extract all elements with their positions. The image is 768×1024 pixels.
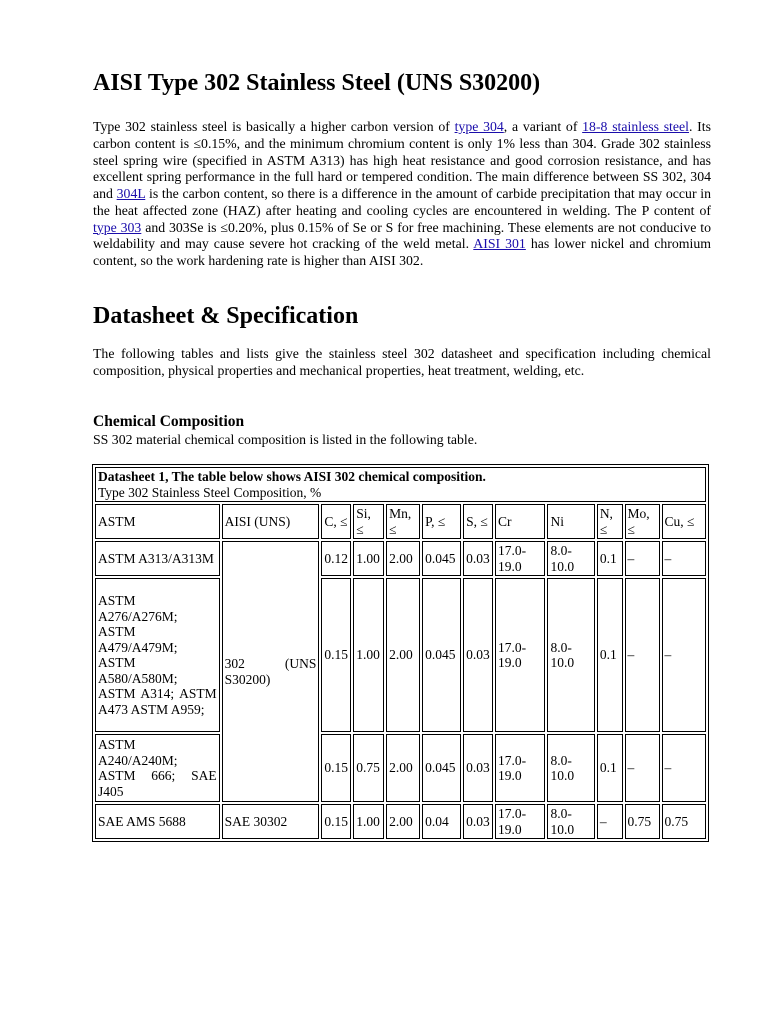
cell-n: 0.1 — [597, 734, 623, 802]
cell-s: 0.03 — [463, 541, 493, 576]
cell-cu: – — [662, 578, 706, 732]
cell-astm: ASTM A240/A240M; ASTM 666; SAE J405 — [95, 734, 220, 802]
cell-ni: 8.0-10.0 — [547, 734, 594, 802]
cell-n: 0.1 — [597, 541, 623, 576]
header-aisi: AISI (UNS) — [222, 504, 320, 539]
cell-p: 0.04 — [422, 804, 461, 839]
table-row — [95, 734, 706, 802]
cell-aisi: SAE 30302 — [222, 804, 320, 839]
intro-text-6: has lower nickel and chromium content, so the work hardening rate is higher than AISI 302. — [93, 236, 711, 268]
header-p: P, ≤ — [422, 504, 461, 539]
table-caption-title: Datasheet 1, The table below shows AISI 302 chemical composition. — [98, 469, 486, 484]
cell-c: 0.15 — [321, 734, 351, 802]
cell-mn: 2.00 — [386, 804, 420, 839]
intro-text-5: and 303Se is ≤0.20%, plus 0.15% of Se or S for free machining. These elements are not conducive to weldability and may cause severe hot cracking of the weld metal. — [93, 219, 711, 252]
cell-c: 0.12 — [321, 541, 351, 576]
cell-mo: – — [625, 578, 660, 732]
cell-astm: ASTM A276/A276M; ASTM A479/A479M; ASTM A580/A580M; ASTM A314; ASTM A473 ASTM A959; — [95, 578, 220, 732]
cell-ni: 8.0-10.0 — [547, 804, 594, 839]
cell-si: 0.75 — [353, 734, 384, 802]
table-caption — [95, 467, 706, 502]
cell-s: 0.03 — [463, 734, 493, 802]
table-row — [95, 541, 706, 576]
cell-cu: 0.75 — [662, 804, 706, 839]
header-n: N, ≤ — [597, 504, 623, 539]
header-cu: Cu, ≤ — [662, 504, 706, 539]
intro-text-2: , a variant of — [503, 119, 583, 134]
cell-cu: – — [662, 734, 706, 802]
intro-text-3: . Its carbon content is ≤0.15%, and the minimum chromium content is only 1% less than 304. Grade 302 stainless steel spring wire (specified in ASTM A313) has high heat resistance and good corrosion resistance, and has excellent spring performance in the full hard or tempered condition. The main difference between SS 302, 304 and — [93, 119, 711, 201]
table-caption-subtitle: Type 302 Stainless Steel Composition, % — [98, 484, 322, 500]
cell-s: 0.03 — [463, 804, 493, 839]
cell-cr: 17.0-19.0 — [495, 578, 545, 732]
cell-cr: 17.0-19.0 — [495, 804, 545, 839]
cell-s: 0.03 — [463, 578, 493, 732]
subsection-paragraph: SS 302 material chemical composition is listed in the following table. — [93, 432, 478, 447]
cell-astm: ASTM A313/A313M — [95, 541, 220, 576]
cell-mo: – — [625, 734, 660, 802]
header-si: Si, ≤ — [353, 504, 384, 539]
cell-cr: 17.0-19.0 — [495, 541, 545, 576]
cell-n: – — [597, 804, 623, 839]
header-c: C, ≤ — [321, 504, 351, 539]
section-paragraph: The following tables and lists give the stainless steel 302 datasheet and specification including chemical composition, physical properties and mechanical properties, heat treatment, welding, etc. — [93, 346, 711, 378]
link-aisi-301[interactable]: AISI 301 — [473, 236, 526, 252]
cell-si: 1.00 — [353, 804, 384, 839]
cell-c: 0.15 — [321, 804, 351, 839]
link-18-8-stainless-steel[interactable]: 18-8 stainless steel — [582, 119, 689, 134]
cell-p: 0.045 — [422, 578, 461, 732]
cell-ni: 8.0-10.0 — [547, 541, 594, 576]
cell-mo: 0.75 — [625, 804, 660, 839]
page-title: AISI Type 302 Stainless Steel (UNS S30200) — [93, 70, 541, 96]
section-title: Datasheet & Specification — [93, 303, 359, 329]
table-header-row — [95, 504, 706, 539]
link-304l[interactable]: 304L — [116, 186, 146, 201]
cell-astm: SAE AMS 5688 — [95, 804, 220, 839]
link-type-303[interactable]: type 303 — [93, 219, 142, 235]
intro-text-1: Type 302 stainless steel is basically a higher carbon version of — [93, 119, 455, 134]
header-s: S, ≤ — [463, 504, 493, 539]
intro-paragraph — [93, 119, 711, 270]
cell-cu: – — [662, 541, 706, 576]
cell-si: 1.00 — [353, 578, 384, 732]
cell-c: 0.15 — [321, 578, 351, 732]
link-type-304[interactable]: type 304 — [454, 119, 504, 134]
cell-cr: 17.0-19.0 — [495, 734, 545, 802]
cell-si: 1.00 — [353, 541, 384, 576]
table-row — [95, 578, 706, 732]
table-row — [95, 804, 706, 839]
cell-ni: 8.0-10.0 — [547, 578, 594, 732]
cell-mn: 2.00 — [386, 541, 420, 576]
cell-mn: 2.00 — [386, 734, 420, 802]
header-mn: Mn, ≤ — [386, 504, 420, 539]
cell-p: 0.045 — [422, 541, 461, 576]
cell-mo: – — [625, 541, 660, 576]
intro-text-4: is the carbon content, so there is a difference in the amount of carbide precipitation that may occur in the heat affected zone (HAZ) after heating and cooling cycles are encountered in welding. The P content of — [93, 186, 711, 218]
header-cr: Cr — [495, 504, 545, 539]
header-ni: Ni — [547, 504, 594, 539]
cell-aisi-merged: 302 (UNS S30200) — [222, 541, 320, 802]
header-astm: ASTM — [95, 504, 220, 539]
cell-p: 0.045 — [422, 734, 461, 802]
subsection-title: Chemical Composition — [93, 413, 245, 430]
table-caption-row — [95, 467, 706, 502]
cell-n: 0.1 — [597, 578, 623, 732]
composition-table — [92, 464, 709, 842]
header-mo: Mo, ≤ — [625, 504, 660, 539]
cell-mn: 2.00 — [386, 578, 420, 732]
